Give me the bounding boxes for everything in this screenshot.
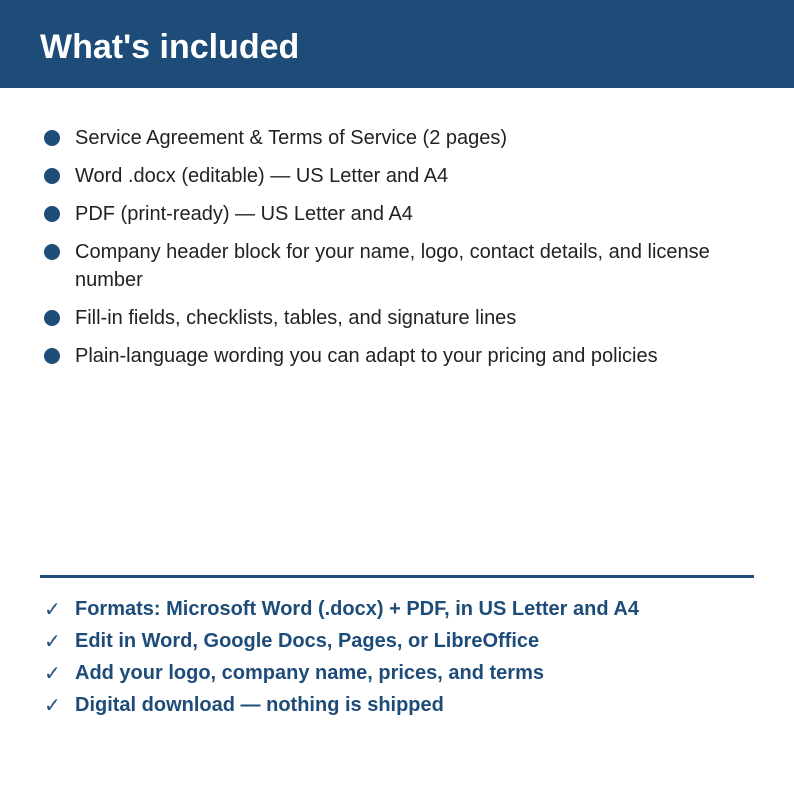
bullet-dot-icon (44, 244, 60, 260)
highlight-item (40, 692, 754, 724)
checkmark-icon: ✓ (44, 597, 61, 621)
list-item-text: Company header block for your name, logo, contact details, and license number (75, 241, 710, 291)
list-item-text: Word .docx (editable) — US Letter and A4 (75, 165, 449, 187)
checkmark-icon: ✓ (44, 629, 61, 653)
highlight-text: Digital download — nothing is shipped (75, 694, 444, 716)
highlight-text: Formats: Microsoft Word (.docx) + PDF, in US Letter and A4 (75, 598, 639, 620)
list-item (40, 238, 740, 294)
bullet-dot-icon (44, 206, 60, 222)
checkmark-icon: ✓ (44, 661, 61, 685)
highlights-list (40, 596, 754, 724)
highlight-item (40, 596, 754, 628)
list-item (40, 124, 740, 152)
list-item-text: PDF (print-ready) — US Letter and A4 (75, 203, 413, 225)
bullet-dot-icon (44, 168, 60, 184)
list-item-text: Fill-in fields, checklists, tables, and signature lines (75, 307, 517, 329)
highlight-item (40, 660, 754, 692)
page-title: What's included (40, 28, 300, 66)
list-item (40, 304, 740, 332)
header-banner (0, 0, 794, 88)
section-divider (40, 575, 754, 578)
bullet-dot-icon (44, 310, 60, 326)
bullet-dot-icon (44, 130, 60, 146)
highlight-item (40, 628, 754, 660)
list-item (40, 342, 740, 370)
list-item-text: Service Agreement & Terms of Service (2 pages) (75, 127, 508, 149)
checkmark-icon: ✓ (44, 693, 61, 717)
included-items-list (40, 124, 740, 380)
list-item (40, 200, 740, 228)
bullet-dot-icon (44, 348, 60, 364)
highlight-text: Add your logo, company name, prices, and terms (75, 662, 544, 684)
highlight-text: Edit in Word, Google Docs, Pages, or LibreOffice (75, 630, 540, 652)
list-item (40, 162, 740, 190)
list-item-text: Plain-language wording you can adapt to your pricing and policies (75, 345, 658, 367)
